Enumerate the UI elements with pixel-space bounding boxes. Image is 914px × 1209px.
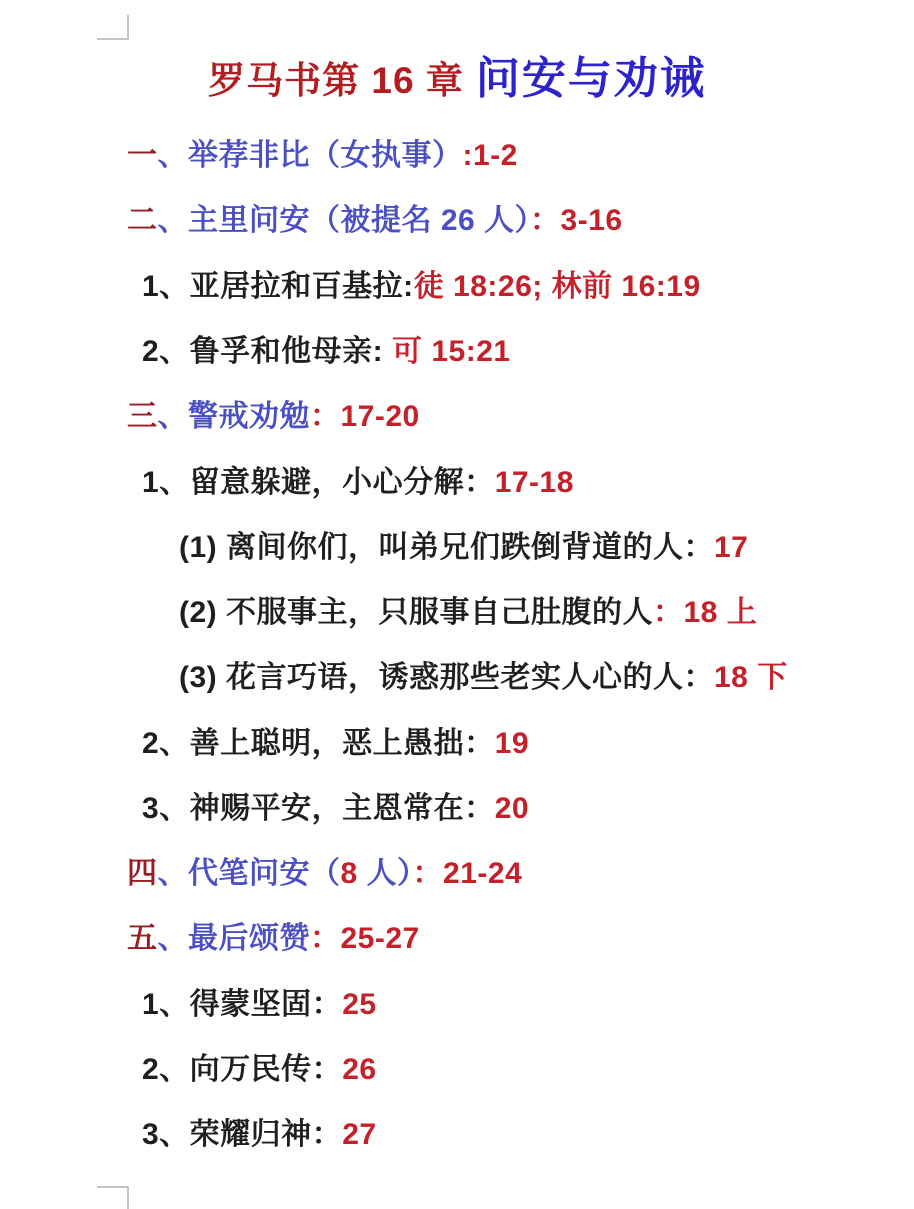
text-segment: 可 15:21 xyxy=(392,335,511,368)
text-segment: ：21-24 xyxy=(412,857,523,890)
outline-row xyxy=(127,922,420,956)
outline-row xyxy=(127,139,518,173)
text-segment: ：3-16 xyxy=(530,204,623,237)
outline-row xyxy=(142,466,574,500)
text-segment: 一 xyxy=(127,139,158,172)
page-title xyxy=(0,42,914,106)
text-segment: 19 xyxy=(494,727,530,760)
text-segment: 3、荣耀归神： xyxy=(142,1118,343,1151)
outline-row xyxy=(127,400,420,434)
text-segment: 17-18 xyxy=(494,466,574,499)
outline-row xyxy=(142,270,701,304)
text-segment: 徒 18:26; 林前 16:19 xyxy=(413,270,701,303)
text-segment: (3) 花言巧语，诱惑那些老实人心的人： xyxy=(179,661,714,694)
outline-row xyxy=(179,531,748,565)
text-segment: 26 xyxy=(342,1053,377,1086)
text-segment: 、举荐非比（女执事） xyxy=(157,139,463,172)
outline-row xyxy=(142,988,377,1022)
page-corner-mark-bottom-left-icon xyxy=(97,1186,129,1209)
text-segment: (1) 离间你们，叫弟兄们跌倒背道的人： xyxy=(179,531,714,564)
text-segment: 8 xyxy=(340,857,358,890)
text-segment: 、代笔问安（ xyxy=(157,857,341,890)
text-segment: 、主里问安（被提名 26 人） xyxy=(157,204,531,237)
title-book-chapter: 罗马书第 16 章 xyxy=(208,60,464,101)
text-segment: 、最后颂赞 xyxy=(157,922,310,955)
outline-row xyxy=(142,335,511,369)
text-segment: 、警戒劝勉 xyxy=(157,400,310,433)
text-segment: ：18 上 xyxy=(653,596,758,629)
outline-row xyxy=(142,727,529,761)
text-segment: 2、鲁孚和他母亲: xyxy=(142,335,393,368)
text-segment: 25 xyxy=(342,988,377,1021)
text-segment: 27 xyxy=(342,1118,377,1151)
outline-row xyxy=(127,857,522,891)
text-segment: 三 xyxy=(127,400,158,433)
outline-row xyxy=(142,1118,377,1152)
outline-row xyxy=(179,596,757,630)
text-segment: (2) 不服事主，只服事自己肚腹的人 xyxy=(179,596,653,629)
outline-row xyxy=(179,661,788,695)
page-corner-mark-top-left-icon xyxy=(97,15,129,40)
text-segment: 1、得蒙坚固： xyxy=(142,988,343,1021)
text-segment: 3、神赐平安，主恩常在： xyxy=(142,792,495,825)
text-segment: 18 下 xyxy=(714,661,788,694)
text-segment: 1、亚居拉和百基拉: xyxy=(142,270,414,303)
text-segment: 2、善上聪明，恶上愚拙： xyxy=(142,727,495,760)
text-segment: 人） xyxy=(357,857,413,890)
text-segment: 四 xyxy=(127,857,158,890)
text-segment: ：25-27 xyxy=(310,922,420,955)
outline-row xyxy=(127,204,623,238)
text-segment: 1、留意躲避，小心分解： xyxy=(142,466,495,499)
text-segment: 二 xyxy=(127,204,158,237)
outline-row xyxy=(142,792,529,826)
text-segment: :1-2 xyxy=(462,139,518,172)
text-segment: ：17-20 xyxy=(310,400,420,433)
text-segment: 五 xyxy=(127,922,158,955)
text-segment: 17 xyxy=(714,531,749,564)
text-segment: 20 xyxy=(494,792,530,825)
outline-row xyxy=(142,1053,377,1087)
text-segment: 2、向万民传： xyxy=(142,1053,343,1086)
title-theme: 问安与劝诫 xyxy=(475,54,706,103)
